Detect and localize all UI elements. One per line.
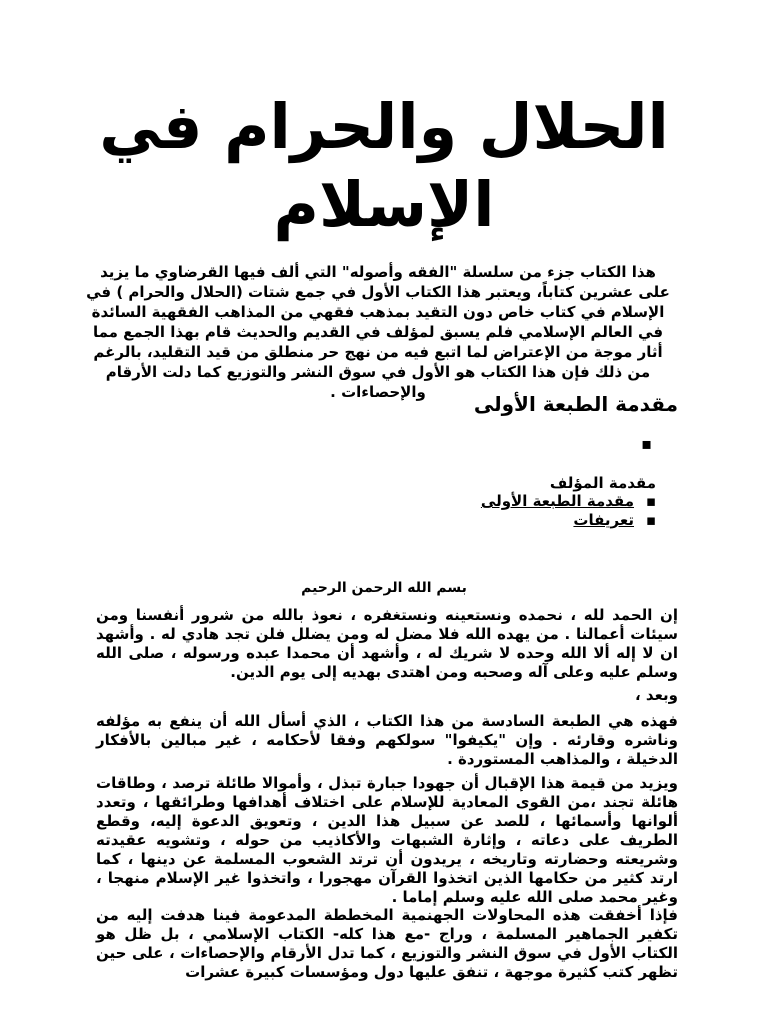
intro-paragraph: هذا الكتاب جزء من سلسلة "الفقه وأصوله" التي ألف فيها القرضاوي ما يزيد على عشرين كتاباً، ويعتبر هذا الكتاب الأول في جمع شتات (الحلال والحرام ) في الإسلام في كتاب خاص دون التقيد بمذهب فقهي من المذاهب الفقهية السائدة في العالم الإسلامي فلم يسبق لمؤلف في القديم والحديث قام بهذا الجمع مما أثار موجة من الإعتراض لما اتبع فيه من نهج حر منطلق من قيد التقليد، بالرغم من ذلك فإن هذا الكتاب هو الأول في سوق النشر والتوزيع كما دلت الأرقام والإحصاءات .: [86, 263, 670, 401]
body-paragraph: فإذا أخفقت هذه المحاولات الجهنمية المخططة المدعومة فينا هدفت إليه من تكفير الجماهير المسلمة ، وراج -مع هذا كله- الكتاب الإسلامي ، بل ظل هو الكتاب الأول في سوق النشر والتوزيع ، كما تدل الأرقام والإحصاءات ، على حين تظهر كتب كثيرة موجهة ، تنفق عليها دول ومؤسسات كبيرة عشرات: [96, 906, 678, 981]
body-paragraph: إن الحمد لله ، نحمده ونستعينه ونستغفره ، نعوذ بالله من شرور أنفسنا ومن سيئات أعمالنا . من يهده الله فلا مضل له ومن يضلل فلن تجد هادي له . وأشهد ان لا إله ألا الله وحده لا شريك له ، وأشهد أن محمدا عبده ورسوله ، صلى الله وسلم عليه وعلى آله وصحبه ومن اهتدى بهديه إلى يوم الدين.: [96, 606, 678, 681]
body-paragraph: ويزيد من قيمة هذا الإقبال أن جهودا جبارة تبذل ، وأموالا طائلة ترصد ، وطاقات هائلة تجند ،من القوى المعادية للإسلام على اختلاف أهدافها وطرائقها ، وتعدد ألوانها وأسمائها ، للصد عن سبيل هذا الدين ، وتعويق الدعوة إليه، وقطع الطريف على دعاته ، وإثارة الشبهات والأكاذيب من حوله ، وتشويه عقيدته وشريعته وحضارته وتاريخه ، يريدون أن ترتد الشعوب المسلمة عن دينها ، كما ارتد كثير من حكامها الذين اتخذوا القرآن مهجورا ، واتخذوا غير الإسلام منهجا ، وغير محمد صلى الله عليه وسلم إماما .: [96, 774, 678, 906]
page-title: الحلال والحرام في الإسلام: [99, 90, 669, 241]
bullet-icon: ▪: [645, 492, 656, 510]
toc-link-first-edition[interactable]: مقدمة الطبعة الأولى: [480, 492, 634, 510]
body-paragraph: فهذه هي الطبعة السادسة من هذا الكتاب ، الذي أسأل الله أن ينفع به مؤلفه وناشره وقارئه . وإن "يكيفوا" سولكهم وفقا لأحكامه ، غير مبالين بالأفكار الدخيلة ، والمذاهب المستوردة .: [96, 712, 678, 768]
toc-item-definitions: [481, 511, 656, 530]
toc-item-first-edition: [481, 492, 656, 511]
basmala: بسم الله الرحمن الرحيم: [301, 580, 467, 596]
toc-link-definitions[interactable]: تعريفات: [573, 511, 634, 529]
bullet-icon: ▪: [645, 511, 656, 529]
section-heading: مقدمة الطبعة الأولى: [473, 392, 678, 416]
toc-list: [481, 492, 656, 530]
bullet-icon: ▪: [641, 434, 652, 453]
toc-heading: مقدمة المؤلف: [549, 474, 656, 492]
body-paragraph: وبعد ،: [634, 686, 678, 704]
